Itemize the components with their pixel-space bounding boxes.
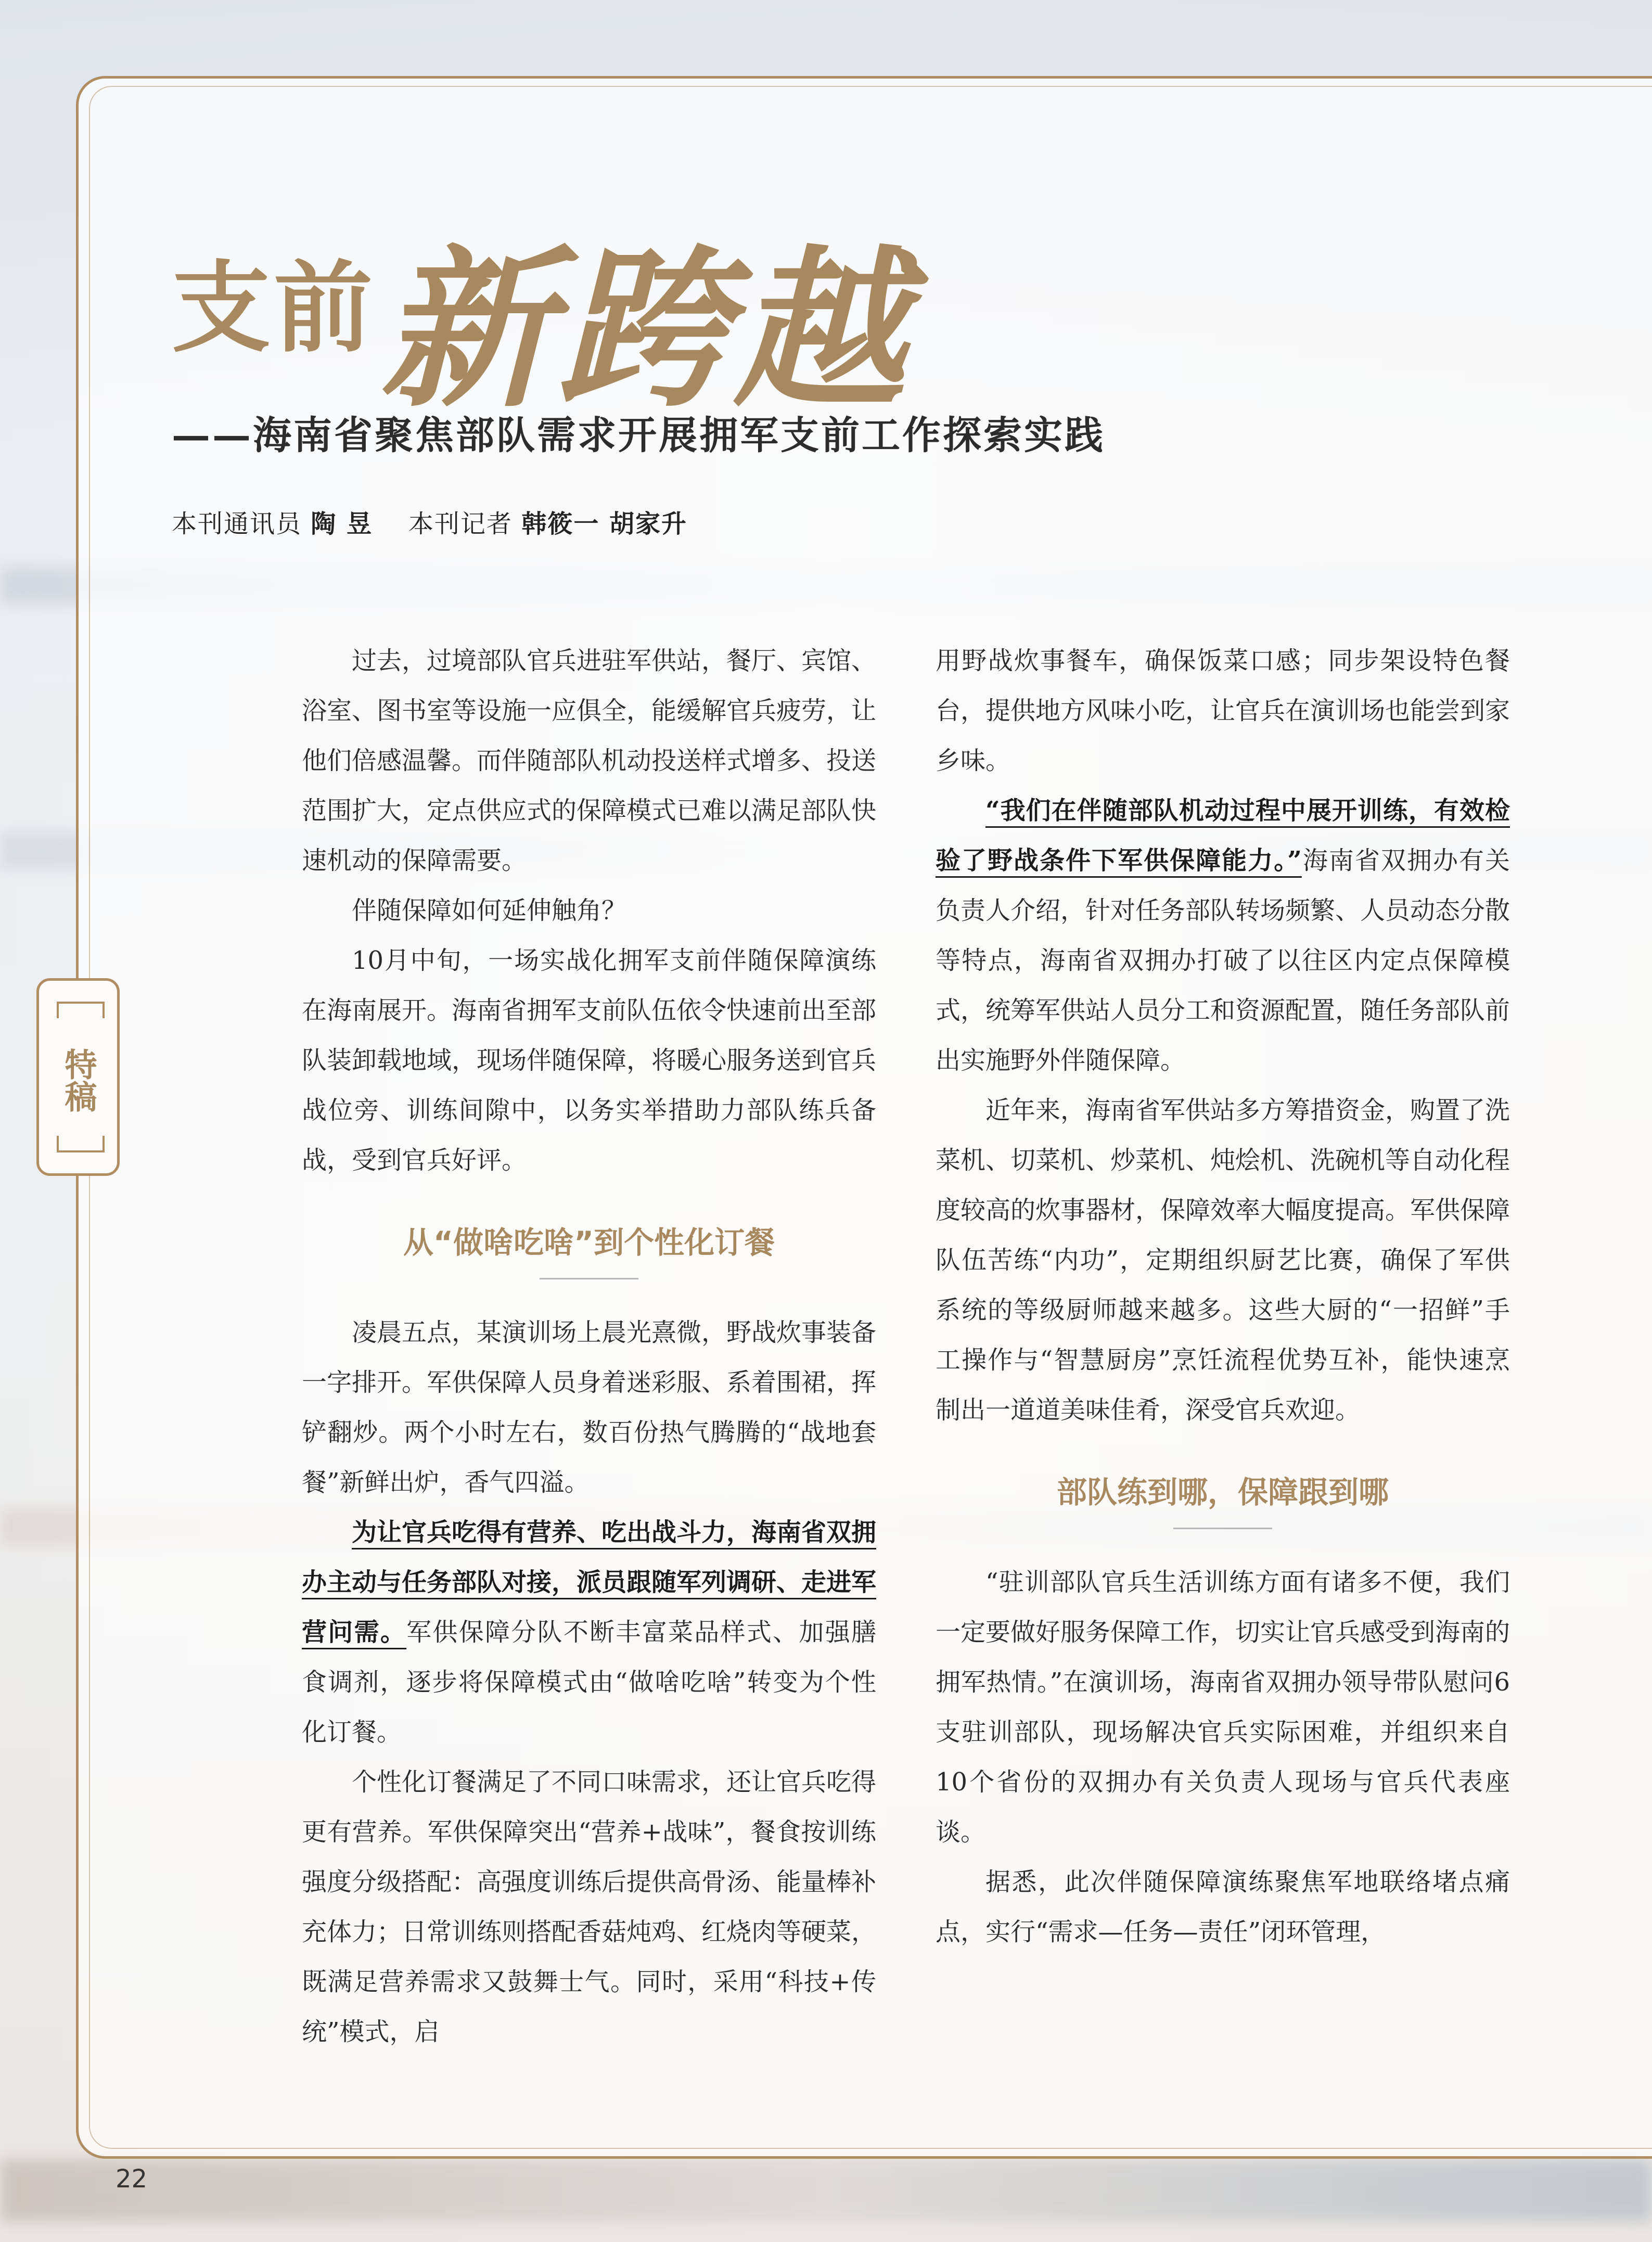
highlighted-text: 为让官兵吃得有营养、吃出战斗力，海南省双拥办主动与任务部队对接，派员跟随军列调研、走进军营问需。 (302, 1518, 877, 1647)
paragraph: 过去，过境部队官兵进驻军供站，餐厅、宾馆、浴室、图书室等设施一应俱全，能缓解官兵疲劳，让他们倍感温馨。而伴随部队机动投送样式增多、投送范围扩大，定点供应式的保障模式已难以满足部队快速机动的保障需要。 (302, 646, 877, 875)
paragraph (302, 1507, 876, 1757)
section-divider (540, 1278, 638, 1279)
paragraph: “驻训部队官兵生活训练方面有诸多不便，我们一定要做好服务保障工作，切实让官兵感受到海南的拥军热情。”在演训场，海南省双拥办领导带队慰问6支驻训部队，现场解决官兵实际困难，并组织来自10个省份的双拥办有关负责人现场与官兵代表座谈。 (936, 1568, 1510, 1847)
section-heading: 部队练到哪，保障跟到哪 (1056, 1475, 1389, 1510)
highlighted-text: “我们在伴随部队机动过程中展开训练，有效检验了野战条件下军供保障能力。” (936, 796, 1510, 875)
background-streak (0, 2159, 1652, 2222)
section-divider (1173, 1528, 1272, 1529)
section-heading: 从“做啥吃啥”到个性化订餐 (403, 1225, 775, 1260)
title-part2: 新跨越 (380, 228, 911, 430)
paragraph: 个性化订餐满足了不同口味需求，还让官兵吃得更有营养。军供保障突出“营养+战味”，餐食按训练强度分级搭配：高强度训练后提供高骨汤、能量棒补充体力；日常训练则搭配香菇炖鸡、红烧肉等硬菜，既满足营养需求又鼓舞士气。同时，采用“科技+传统”模式，启 (302, 1767, 877, 2046)
section-tab (36, 978, 120, 1176)
byline-role2: 本刊记者 (408, 509, 513, 539)
left-column (302, 636, 876, 2057)
paragraph: 凌晨五点，某演训场上晨光熹微，野战炊事装备一字排开。军供保障人员身着迷彩服、系着围裙，挥铲翻炒。两个小时左右，数百份热气腾腾的“战地套餐”新鲜出炉，香气四溢。 (302, 1318, 877, 1497)
paragraph: 10月中旬，一场实战化拥军支前伴随保障演练在海南展开。海南省拥军支前队伍依令快速前出至部队装卸载地域，现场伴随保障，将暖心服务送到官兵战位旁、训练间隙中，以务实举措助力部队练兵备战，受到官兵好评。 (302, 946, 877, 1175)
page-number: 22 (116, 2164, 148, 2194)
right-column (936, 636, 1510, 1957)
section-tab-label: 特稿 (59, 1048, 97, 1112)
bracket-bottom (57, 1136, 105, 1152)
byline-name2: 韩筱一 胡家升 (521, 509, 688, 539)
bracket-top (57, 1002, 105, 1018)
paragraph-text: 军供保障分队不断丰富菜品样式、加强膳食调剂，逐步将保障模式由“做啥吃啥”转变为个性化订餐。 (302, 1618, 876, 1747)
paragraph: 近年来，海南省军供站多方筹措资金，购置了洗菜机、切菜机、炒菜机、炖烩机、洗碗机等自动化程度较高的炊事器材，保障效率大幅度提高。军供保障队伍苦练“内功”，定期组织厨艺比赛，确保了军供系统的等级厨师越来越多。这些大厨的“一招鲜”手工操作与“智慧厨房”烹饪流程优势互补，能快速烹制出一道道美味佳肴，深受官兵欢迎。 (936, 1096, 1510, 1425)
title-part1: 支前 (172, 250, 376, 366)
byline-name1: 陶 昱 (311, 509, 373, 539)
paragraph-text: 海南省双拥办有关负责人介绍，针对任务部队转场频繁、人员动态分散等特点，海南省双拥办打破了以往区内定点保障模式，统筹军供站人员分工和资源配置，随任务部队前出实施野外伴随保障。 (936, 846, 1510, 1075)
paragraph (936, 786, 1510, 1085)
byline-role1: 本刊通讯员 (172, 509, 302, 539)
paragraph: 伴随保障如何延伸触角？ (352, 896, 627, 925)
article-subtitle: ——海南省聚焦部队需求开展拥军支前工作探索实践 (172, 413, 1105, 458)
paragraph: 用野战炊事餐车，确保饭菜口感；同步架设特色餐台，提供地方风味小吃，让官兵在演训场也能尝到家乡味。 (936, 646, 1510, 775)
paragraph: 据悉，此次伴随保障演练聚焦军地联络堵点痛点，实行“需求—任务—责任”闭环管理， (936, 1867, 1510, 1946)
byline (172, 504, 687, 540)
